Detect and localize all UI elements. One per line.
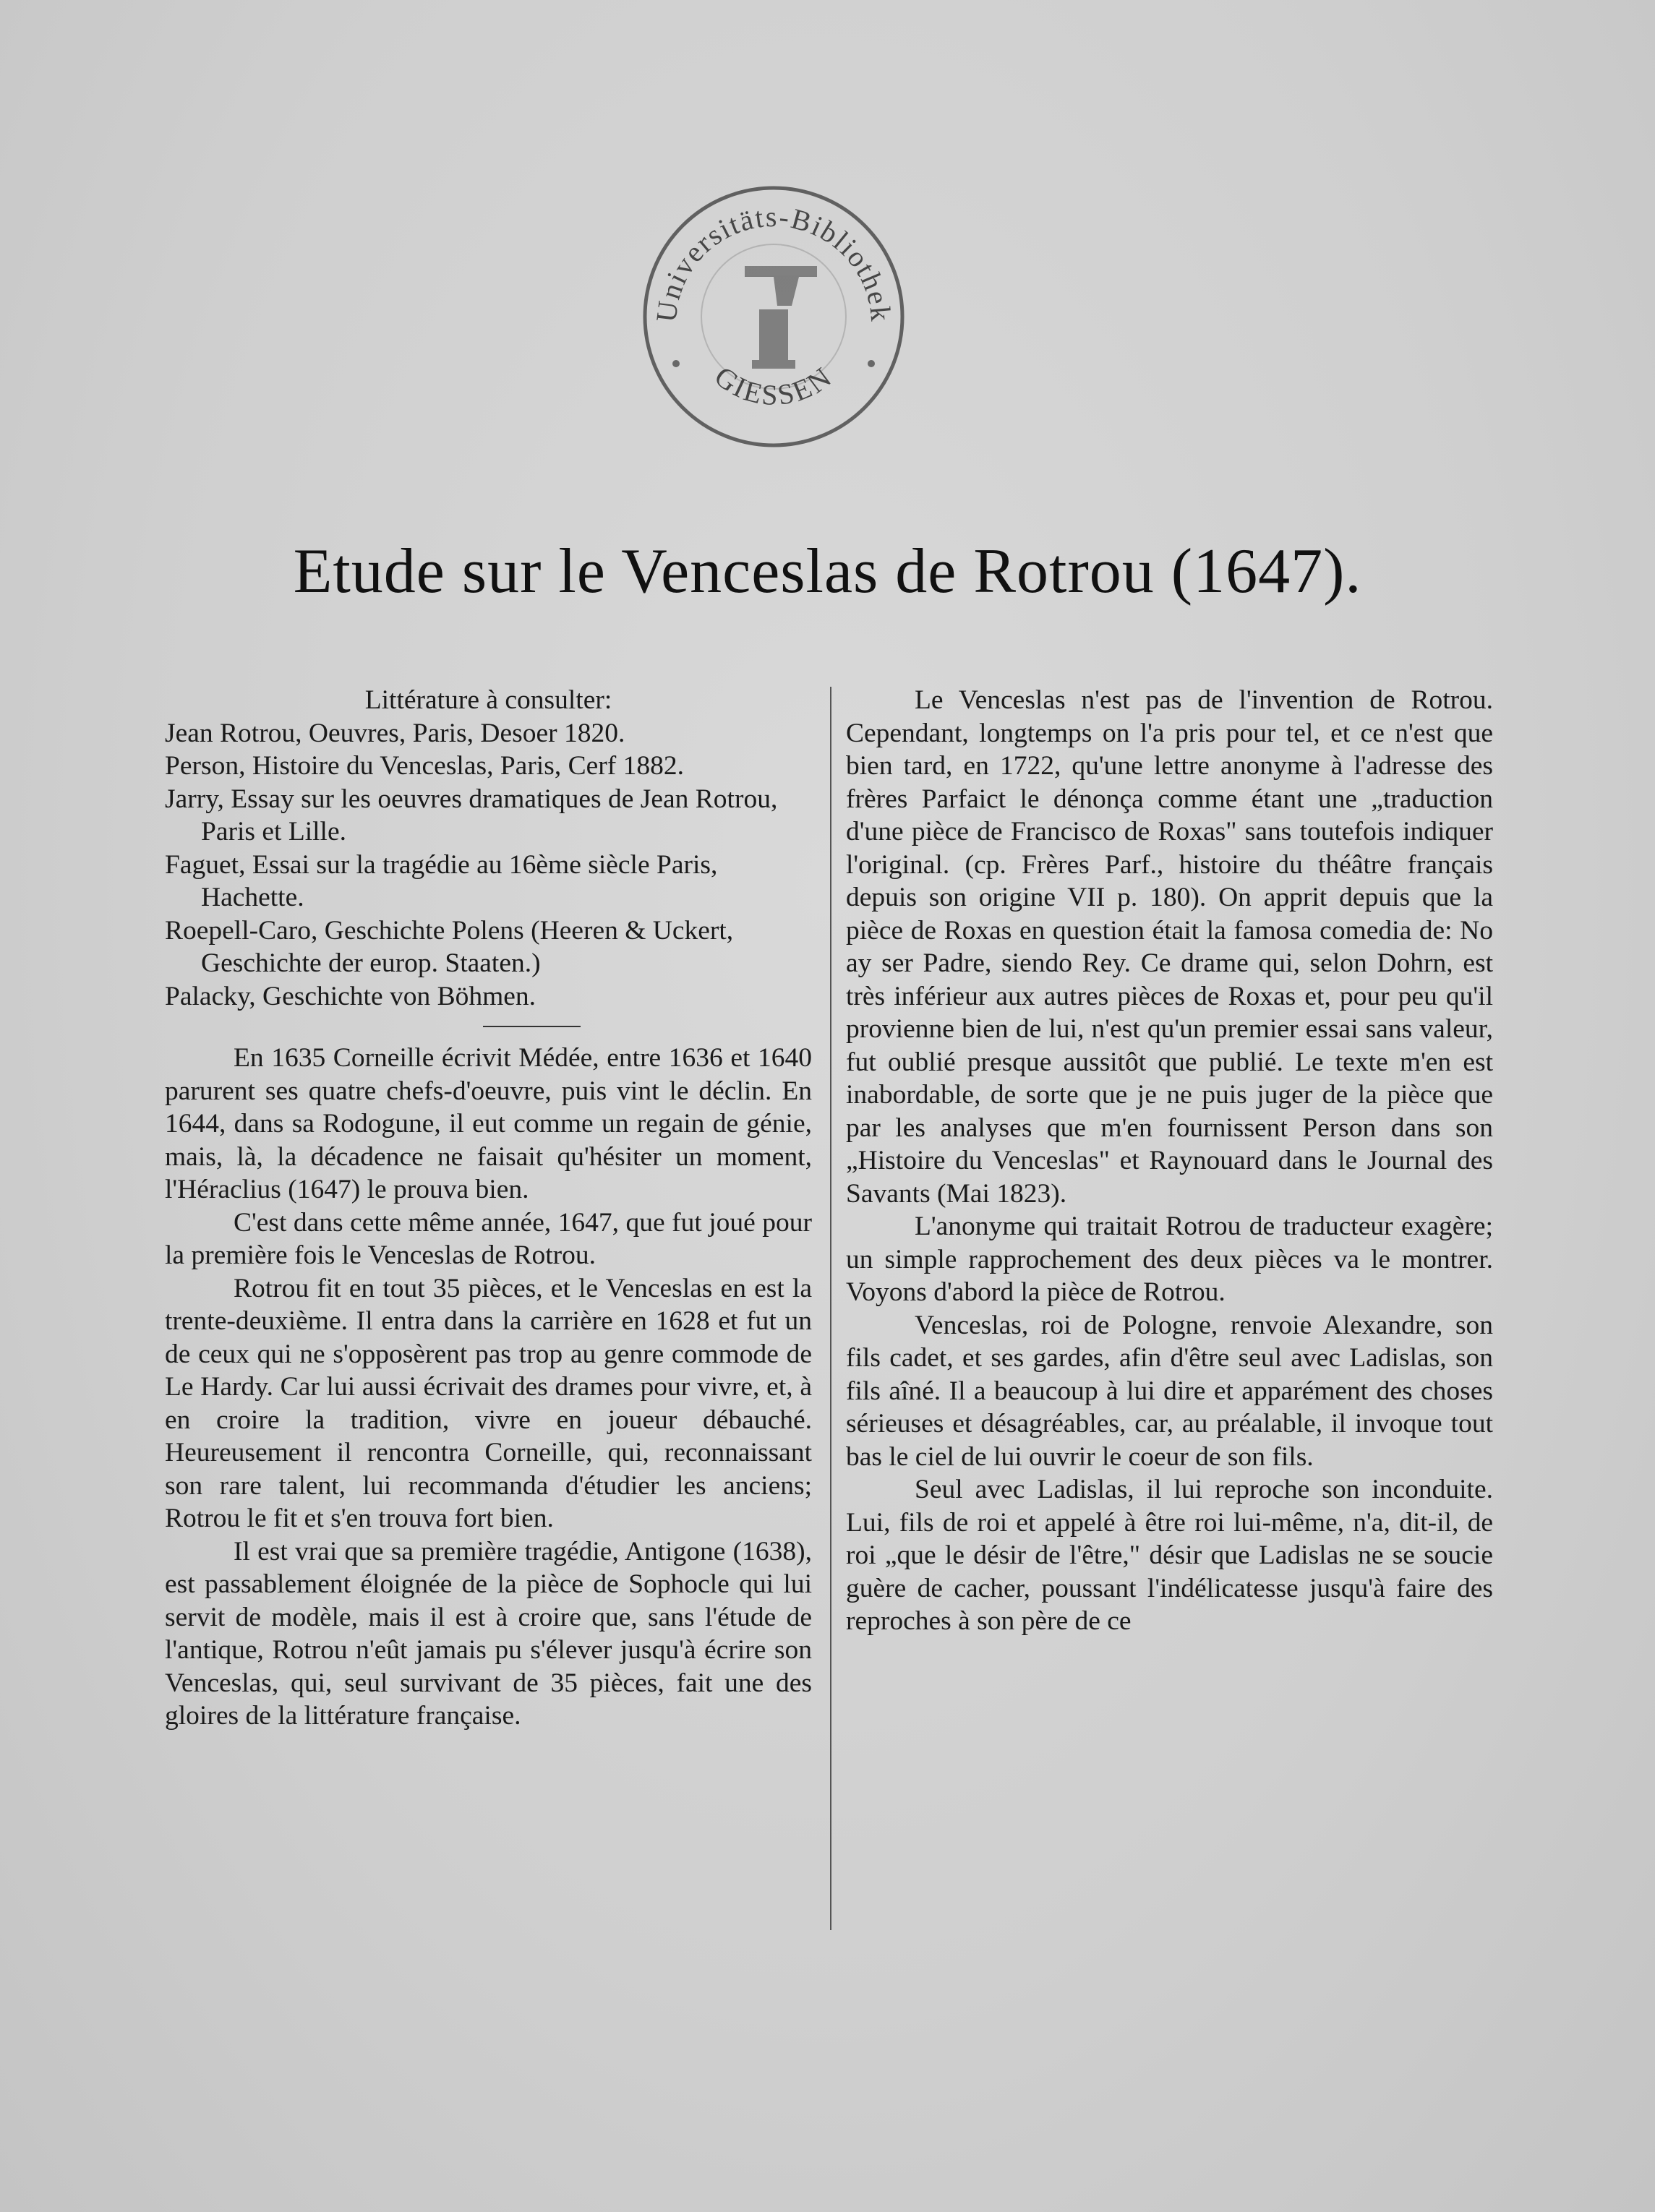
reference-item: Palacky, Geschichte von Böhmen. [165,981,536,1011]
body-paragraph: En 1635 Corneille écrivit Médée, entre 1636 et 1640 parurent ses quatre chefs-d'oeuvre, puis vint le déclin. En 1644, dans sa Rodogune, il eut comme un regain de génie, mais, là, la décadence ne faisait qu'hésiter un moment, l'Héraclius (1647) le prouva bien. [165,1043,812,1204]
body-paragraph: Il est vrai que sa première tragédie, Antigone (1638), est passablement éloignée de la pièce de Sophocle qui lui servit de modèle, mais il est à croire que, sans l'étude de l'antique, Rotrou n'eût jamais pu s'élever jusqu'à écrire son Venceslas, qui, seul survivant de 35 pièces, fait une des gloires de la littérature française. [165,1536,812,1731]
body-paragraph: L'anonyme qui traitait Rotrou de traducteur exagère; un simple rapprochement des deux pièces va le montrer. Voyons d'abord la pièce de Rotrou. [846,1212,1493,1307]
stamp-bottom-text: GIESSEN [709,359,839,412]
reference-item: Faguet, Essai sur la tragédie au 16ème siècle Paris, Hachette. [165,849,718,912]
body-paragraph: C'est dans cette même année, 1647, que fut joué pour la première fois le Venceslas de Rotrou. [165,1207,812,1270]
column-divider [830,687,831,1930]
literature-heading: Littérature à consulter: [364,685,612,715]
section-rule [483,1026,581,1027]
reference-item: Person, Histoire du Venceslas, Paris, Cerf 1882. [165,751,684,781]
body-paragraph: Le Venceslas n'est pas de l'invention de Rotrou. Cependant, longtemps on l'a pris pour tel, et ce n'est que bien tard, en 1722, qu'une lettre anonyme à l'adresse des frères Parfaict le dénonça comme étant une „traduction d'une pièce de Francisco de Roxas" sans toutefois indiquer l'original. (cp. Frères Parf., histoire du théâtre français depuis son origine VII p. 180). On apprit depuis que la pièce de Roxas en question était la famosa comedia de: No ay ser Padre, siendo Rey. Ce drame qui, selon Dohrn, est très inférieur aux autres pièces de Roxas et, pour peu qu'il provienne bien de lui, n'est qu'un premier essai sans valeur, fut oublié presque aussitôt que publié. Le texte m'en est inabordable, de sorte que je ne puis juger de la pièce que par les analyses que m'en fournissent Person dans son „Histoire du Venceslas" et Raynouard dans le Journal des Savants (Mai 1823). [846,685,1493,1209]
body-paragraph: Seul avec Ladislas, il lui reproche son inconduite. Lui, fils de roi et appelé à être roi lui-même, n'a, dit-il, de roi „que le désir de l'être," désir que Ladislas ne se soucie guère de cacher, poussant l'indélicatesse jusqu'à faire des reproches à son père de ce [846,1475,1493,1636]
reference-item: Jean Rotrou, Oeuvres, Paris, Desoer 1820. [165,718,625,748]
svg-text:Universitäts-Bibliothek [649,200,897,324]
library-stamp [636,179,911,454]
body-paragraph: Rotrou fit en tout 35 pièces, et le Venceslas en est la trente-deuxième. Il entra dans la carrière en 1628 et fut un de ceux qui ne s'opposèrent pas trop au genre commode de Le Hardy. Car lui aussi écrivait des drames pour vivre, et, à en croire la tradition, vivre en joueur débauché. Heureusement il rencontra Corneille, qui, reconnaissant son rare talent, lui recommanda d'étudier les anciens; Rotrou le fit et s'en trouva fort bien. [165,1273,812,1533]
reference-item: Roepell-Caro, Geschichte Polens (Heeren & Uckert, Geschichte der europ. Staaten.) [165,915,734,978]
right-column [846,684,1493,1638]
reference-item: Jarry, Essay sur les oeuvres dramatiques de Jean Rotrou, Paris et Lille. [165,784,778,846]
stamp-top-text: Universitäts-Bibliothek [649,200,898,324]
left-column [165,684,812,1733]
body-paragraph: Venceslas, roi de Pologne, renvoie Alexandre, son fils cadet, et ses gardes, afin d'être seul avec Ladislas, son fils aîné. Il a beaucoup à lui dire et apparément des choses sérieuses et désagréables, car, au préalable, il invoque tout bas le ciel de lui ouvrir le coeur de son fils. [846,1310,1493,1472]
page-title: Etude sur le Venceslas de Rotrou (1647). [293,536,1362,606]
